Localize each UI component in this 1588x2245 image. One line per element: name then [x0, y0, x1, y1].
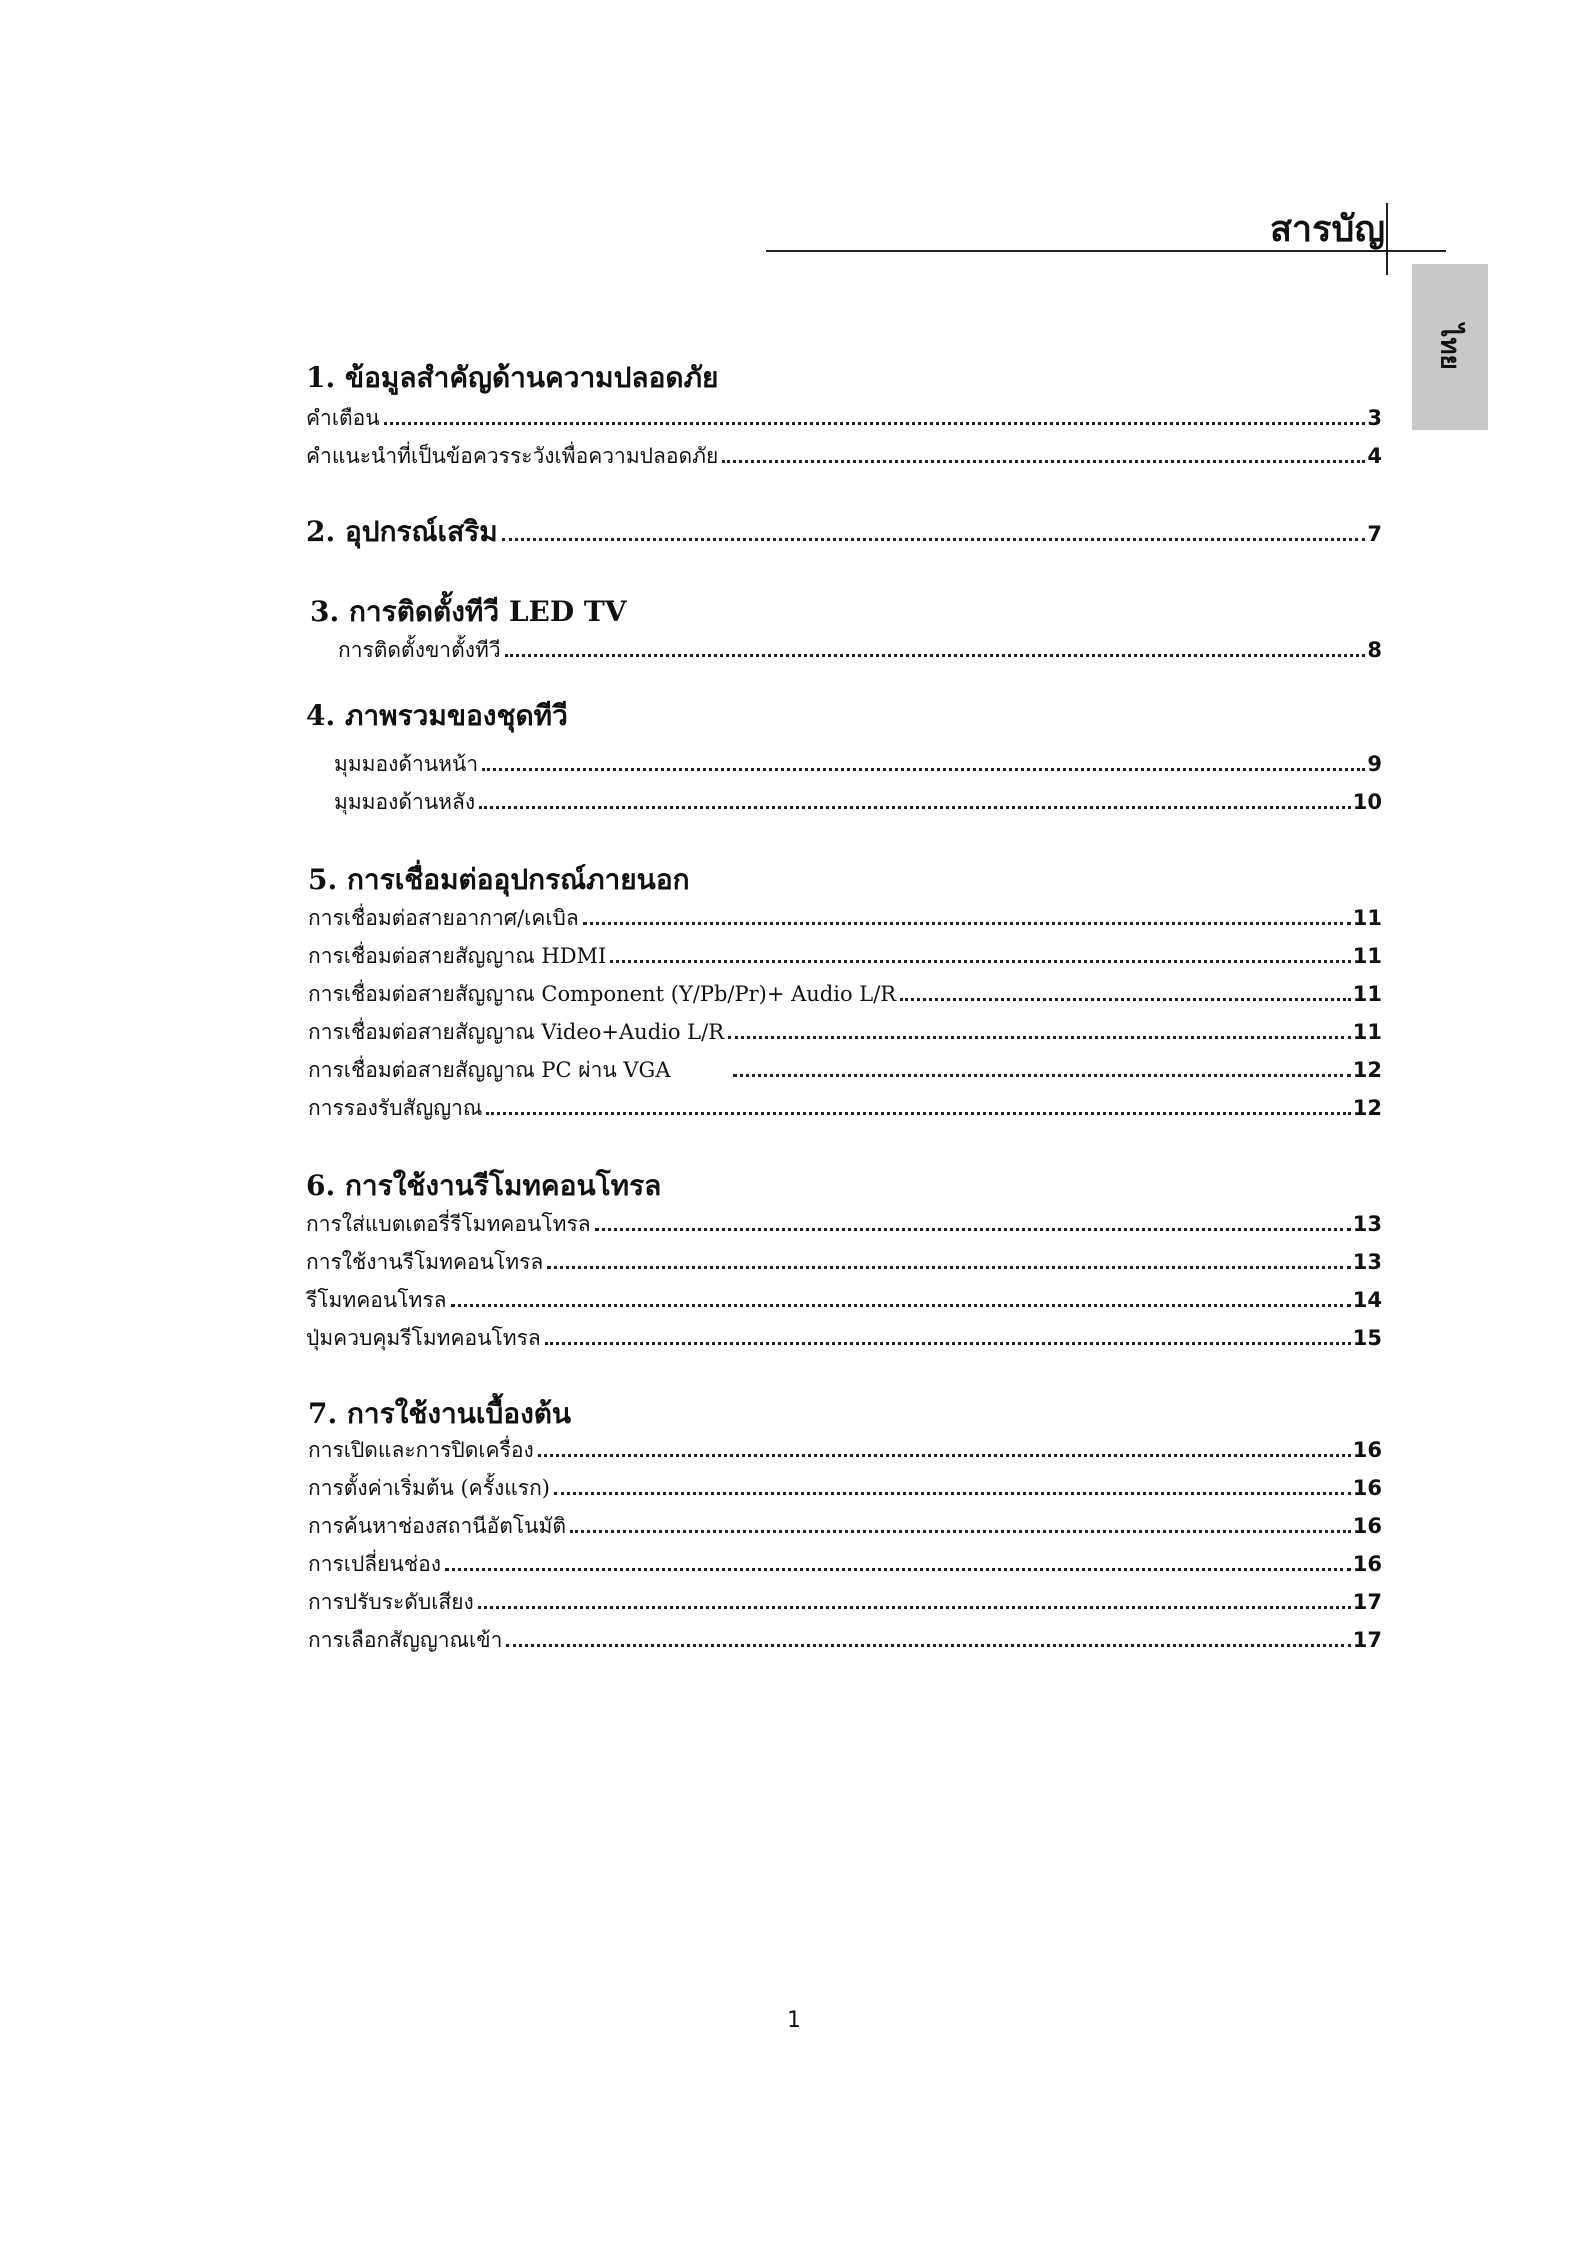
- toc-entry-label: การค้นหาช่องสถานีอัตโนมัติ: [308, 1514, 566, 1538]
- toc-entry[interactable]: [334, 792, 1382, 813]
- dot-leader: [728, 1036, 1351, 1039]
- toc-entry-page: 11: [1352, 982, 1382, 1006]
- dot-leader: [538, 1454, 1351, 1457]
- toc-entry-label: ปุ่มควบคุมรีโมทคอนโทรล: [306, 1326, 541, 1350]
- dot-leader: [900, 998, 1351, 1001]
- toc-entry-page: 11: [1352, 944, 1382, 968]
- dot-leader: [384, 422, 1366, 425]
- toc-entry[interactable]: [338, 640, 1382, 661]
- toc-entry-page: 16: [1352, 1476, 1382, 1500]
- toc-entry-page: 3: [1367, 406, 1382, 430]
- toc-entry[interactable]: [308, 1098, 1382, 1119]
- toc-entry-page: 16: [1352, 1552, 1382, 1576]
- dot-leader: [506, 1644, 1350, 1647]
- toc-entry-label: การเชื่อมต่อสายอากาศ/เคเบิล: [308, 906, 579, 930]
- toc-entry-label: การเปลี่ยนช่อง: [308, 1552, 441, 1576]
- toc-entry[interactable]: [308, 908, 1382, 929]
- section-title-2[interactable]: [306, 515, 1382, 548]
- toc-entry-page: 14: [1352, 1288, 1382, 1312]
- section-title-2-page: 7: [1367, 522, 1382, 546]
- toc-entry-label: มุมมองด้านหลัง: [334, 790, 476, 814]
- toc-entry[interactable]: [308, 1592, 1382, 1613]
- toc-entry-page: 17: [1352, 1590, 1382, 1614]
- toc-entry-label: การปรับระดับเสียง: [308, 1590, 474, 1614]
- toc-entry-label: การติดตั้งขาตั้งทีวี: [338, 638, 501, 662]
- page-title: สารบัญ: [1269, 208, 1385, 250]
- toc-entry-label: การใส่แบตเตอรี่รีโมทคอนโทรล: [306, 1212, 591, 1236]
- toc-entry-label: การเลือกสัญญาณเข้า: [308, 1628, 503, 1652]
- toc-entry-page: 9: [1367, 752, 1382, 776]
- section-title-3: 3. การติดตั้งทีวี LED TV: [310, 595, 627, 628]
- dot-leader: [733, 1074, 1351, 1077]
- dot-leader: [610, 960, 1350, 963]
- dot-leader: [451, 1304, 1351, 1307]
- toc-entry[interactable]: [334, 754, 1382, 775]
- dot-leader: [722, 460, 1365, 463]
- dot-leader: [547, 1266, 1351, 1269]
- toc-entry-page: 8: [1367, 638, 1382, 662]
- toc-entry[interactable]: [306, 1290, 1382, 1311]
- toc-entry[interactable]: [306, 446, 1382, 467]
- toc-entry-label: การเปิดและการปิดเครื่อง: [308, 1438, 534, 1462]
- toc-entry[interactable]: [308, 1554, 1382, 1575]
- section-title-6: 6. การใช้งานรีโมทคอนโทรล: [306, 1169, 662, 1202]
- section-title-2-label: 2. อุปกรณ์เสริม: [306, 515, 498, 548]
- toc-entry[interactable]: [306, 1214, 1382, 1235]
- toc-entry-label: การเชื่อมต่อสายสัญญาณ HDMI: [308, 944, 607, 968]
- toc-entry[interactable]: [306, 1252, 1382, 1273]
- section-title-5: 5. การเชื่อมต่ออุปกรณ์ภายนอก: [308, 863, 690, 896]
- dot-leader: [486, 1112, 1350, 1115]
- toc-entry-page: 16: [1352, 1438, 1382, 1462]
- dot-leader: [583, 922, 1351, 925]
- toc-entry-label: การตั้งค่าเริ่มต้น (ครั้งแรก): [308, 1476, 550, 1500]
- toc-entry-page: 17: [1352, 1628, 1382, 1652]
- dot-leader: [545, 1342, 1351, 1345]
- toc-entry-page: 13: [1352, 1250, 1382, 1274]
- toc-entry[interactable]: [306, 408, 1382, 429]
- toc-entry-label: การรองรับสัญญาณ: [308, 1096, 483, 1120]
- toc-entry-page: 11: [1352, 906, 1382, 930]
- toc-entry[interactable]: [308, 1060, 1382, 1081]
- toc-entry-label: การใช้งานรีโมทคอนโทรล: [306, 1250, 544, 1274]
- toc-entry-page: 16: [1352, 1514, 1382, 1538]
- toc-entry[interactable]: [308, 1630, 1382, 1651]
- toc-entry-label: คำเตือน: [306, 406, 380, 430]
- toc-entry-label: รีโมทคอนโทรล: [306, 1288, 447, 1312]
- dot-leader: [479, 806, 1351, 809]
- toc-entry[interactable]: [306, 1328, 1382, 1349]
- section-title-4: 4. ภาพรวมของชุดทีวี: [306, 699, 568, 732]
- toc-entry-label: คำแนะนำที่เป็นข้อควรระวังเพื่อความปลอดภัย: [306, 444, 719, 468]
- toc-entry-label: การเชื่อมต่อสายสัญญาณ PC ผ่าน VGA: [308, 1058, 671, 1082]
- toc-entry-page: 13: [1352, 1212, 1382, 1236]
- dot-leader: [505, 654, 1366, 657]
- toc-entry-label: การเชื่อมต่อสายสัญญาณ Component (Y/Pb/Pr)+ Audio L/R: [308, 982, 897, 1006]
- toc-entry-page: 10: [1352, 790, 1382, 814]
- dot-leader: [478, 1606, 1351, 1609]
- dot-leader: [445, 1568, 1351, 1571]
- toc-entry[interactable]: [308, 1478, 1382, 1499]
- toc-entry[interactable]: [308, 1022, 1382, 1043]
- language-tab-label: ไทย: [1434, 324, 1465, 370]
- toc-entry-page: 15: [1352, 1326, 1382, 1350]
- toc-entry-label: มุมมองด้านหน้า: [334, 752, 479, 776]
- dot-leader: [482, 768, 1365, 771]
- dot-leader: [502, 538, 1366, 541]
- toc-entry[interactable]: [308, 1440, 1382, 1461]
- toc-entry-page: 11: [1352, 1020, 1382, 1044]
- toc-entry[interactable]: [308, 984, 1382, 1005]
- page-number: 1: [787, 2008, 801, 2033]
- dot-leader: [554, 1492, 1351, 1495]
- toc-entry-label: การเชื่อมต่อสายสัญญาณ Video+Audio L/R: [308, 1020, 725, 1044]
- toc-entry-page: 12: [1352, 1058, 1382, 1082]
- toc-entry-page: 12: [1352, 1096, 1382, 1120]
- toc-entry-page: 4: [1367, 444, 1382, 468]
- section-title-1: 1. ข้อมูลสำคัญด้านความปลอดภัย: [306, 361, 719, 394]
- section-title-7: 7. การใช้งานเบื้องต้น: [308, 1397, 572, 1430]
- dot-leader: [595, 1228, 1351, 1231]
- dot-leader: [570, 1530, 1351, 1533]
- toc-entry[interactable]: [308, 946, 1382, 967]
- toc-entry[interactable]: [308, 1516, 1382, 1537]
